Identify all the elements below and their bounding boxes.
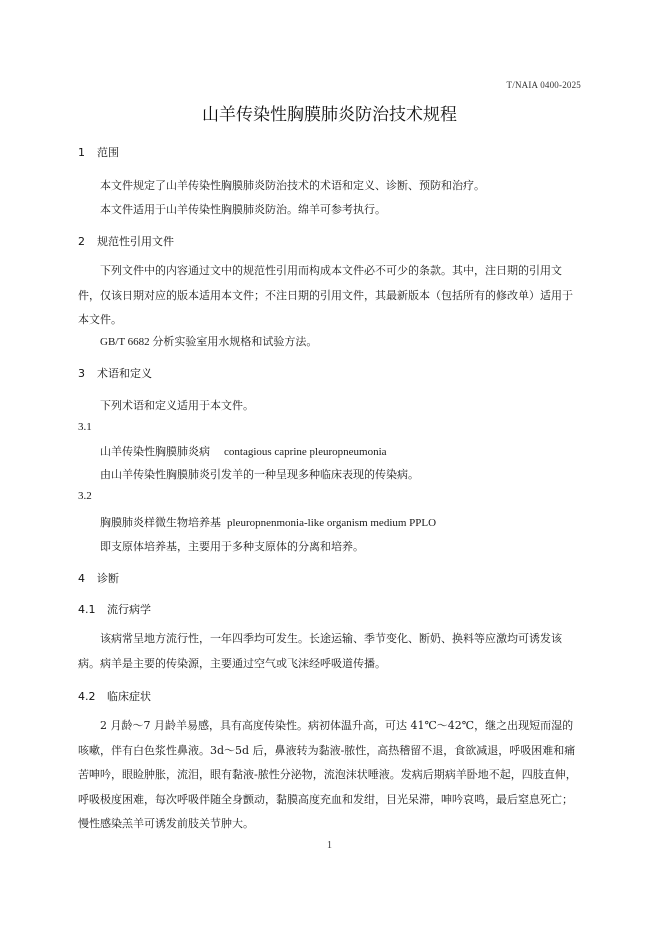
reference-gbt-6682: GB/T 6682 分析实验室用水规格和试验方法。	[100, 336, 318, 348]
section-1-heading	[78, 144, 119, 160]
section-4-number: 4	[78, 572, 85, 585]
section-4-heading	[78, 570, 119, 586]
section-4-2-paragraph: 2 月龄～7 月龄羊易感，具有高度传染性。病初体温升高，可达 41℃～42℃，继之出现短而湿的咳嗽，伴有白色浆性鼻液。3d～5d 后，鼻液转为黏液-脓性，高热稽留不退，食欲减退，呼吸困难和痛苦呻吟，眼睑肿胀，流泪，眼有黏液-脓性分泌物，流泡沫状唾液。发病后期病羊卧地不起，四肢直伸，呼吸极度困难，每次呼吸伴随全身颤动，黏膜高度充血和发绀，目光呆滞，呻吟哀鸣，最后窒息死亡；慢性感染羔羊可诱发前肢关节肿大。	[78, 719, 577, 830]
section-3-title: 术语和定义	[97, 367, 152, 380]
section-2-title: 规范性引用文件	[97, 235, 174, 248]
term-3-1-number: 3.1	[78, 421, 92, 433]
term-3-1-definition: 由山羊传染性胸膜肺炎引发羊的一种呈现多种临床表现的传染病。	[100, 468, 419, 481]
section-3-number: 3	[78, 367, 85, 380]
term-3-2-number: 3.2	[78, 490, 92, 502]
section-3-intro: 下列术语和定义适用于本文件。	[100, 399, 254, 412]
section-1-paragraph-2: 本文件适用于山羊传染性胸膜肺炎防治。绵羊可参考执行。	[100, 203, 386, 216]
page-number: 1	[327, 840, 332, 851]
term-3-2-definition: 即支原体培养基，主要用于多种支原体的分离和培养。	[100, 540, 364, 553]
term-3-2	[100, 514, 436, 530]
section-3-heading	[78, 365, 152, 381]
section-4-2-number: 4.2	[78, 690, 96, 703]
section-4-title: 诊断	[97, 572, 119, 585]
term-3-2-chinese: 胸膜肺炎样微生物培养基	[100, 516, 221, 529]
section-2-heading	[78, 233, 174, 249]
term-3-2-english: pleuropnenmonia-like organism medium PPLO	[227, 517, 437, 529]
section-4-2-heading	[78, 688, 151, 704]
document-title: 山羊传染性胸膜肺炎防治技术规程	[202, 105, 457, 125]
section-2-paragraph-1: 下列文件中的内容通过文中的规范性引用而构成本文件必不可少的条款。其中，注日期的引用文件，仅该日期对应的版本适用本文件；不注日期的引用文件，其最新版本（包括所有的修改单）适用于本文件。	[78, 264, 573, 326]
section-4-1-title: 流行病学	[107, 603, 151, 616]
section-1-paragraph-1: 本文件规定了山羊传染性胸膜肺炎防治技术的术语和定义、诊断、预防和治疗。	[100, 179, 485, 192]
section-2-number: 2	[78, 235, 85, 248]
section-4-1-number: 4.1	[78, 603, 96, 616]
document-number: T/NAIA 0400-2025	[506, 80, 581, 90]
section-1-number: 1	[78, 146, 85, 159]
section-4-2-title: 临床症状	[107, 690, 151, 703]
term-3-1-english: contagious caprine pleuropneumonia	[224, 446, 387, 458]
section-4-1-paragraph: 该病常呈地方流行性，一年四季均可发生。长途运输、季节变化、断奶、换料等应激均可诱发该病。病羊是主要的传染源，主要通过空气或飞沫经呼吸道传播。	[78, 632, 562, 670]
section-1-title: 范围	[97, 146, 119, 159]
term-3-1	[100, 443, 387, 459]
term-3-1-chinese: 山羊传染性胸膜肺炎病	[100, 445, 210, 458]
section-4-1-heading	[78, 601, 151, 617]
